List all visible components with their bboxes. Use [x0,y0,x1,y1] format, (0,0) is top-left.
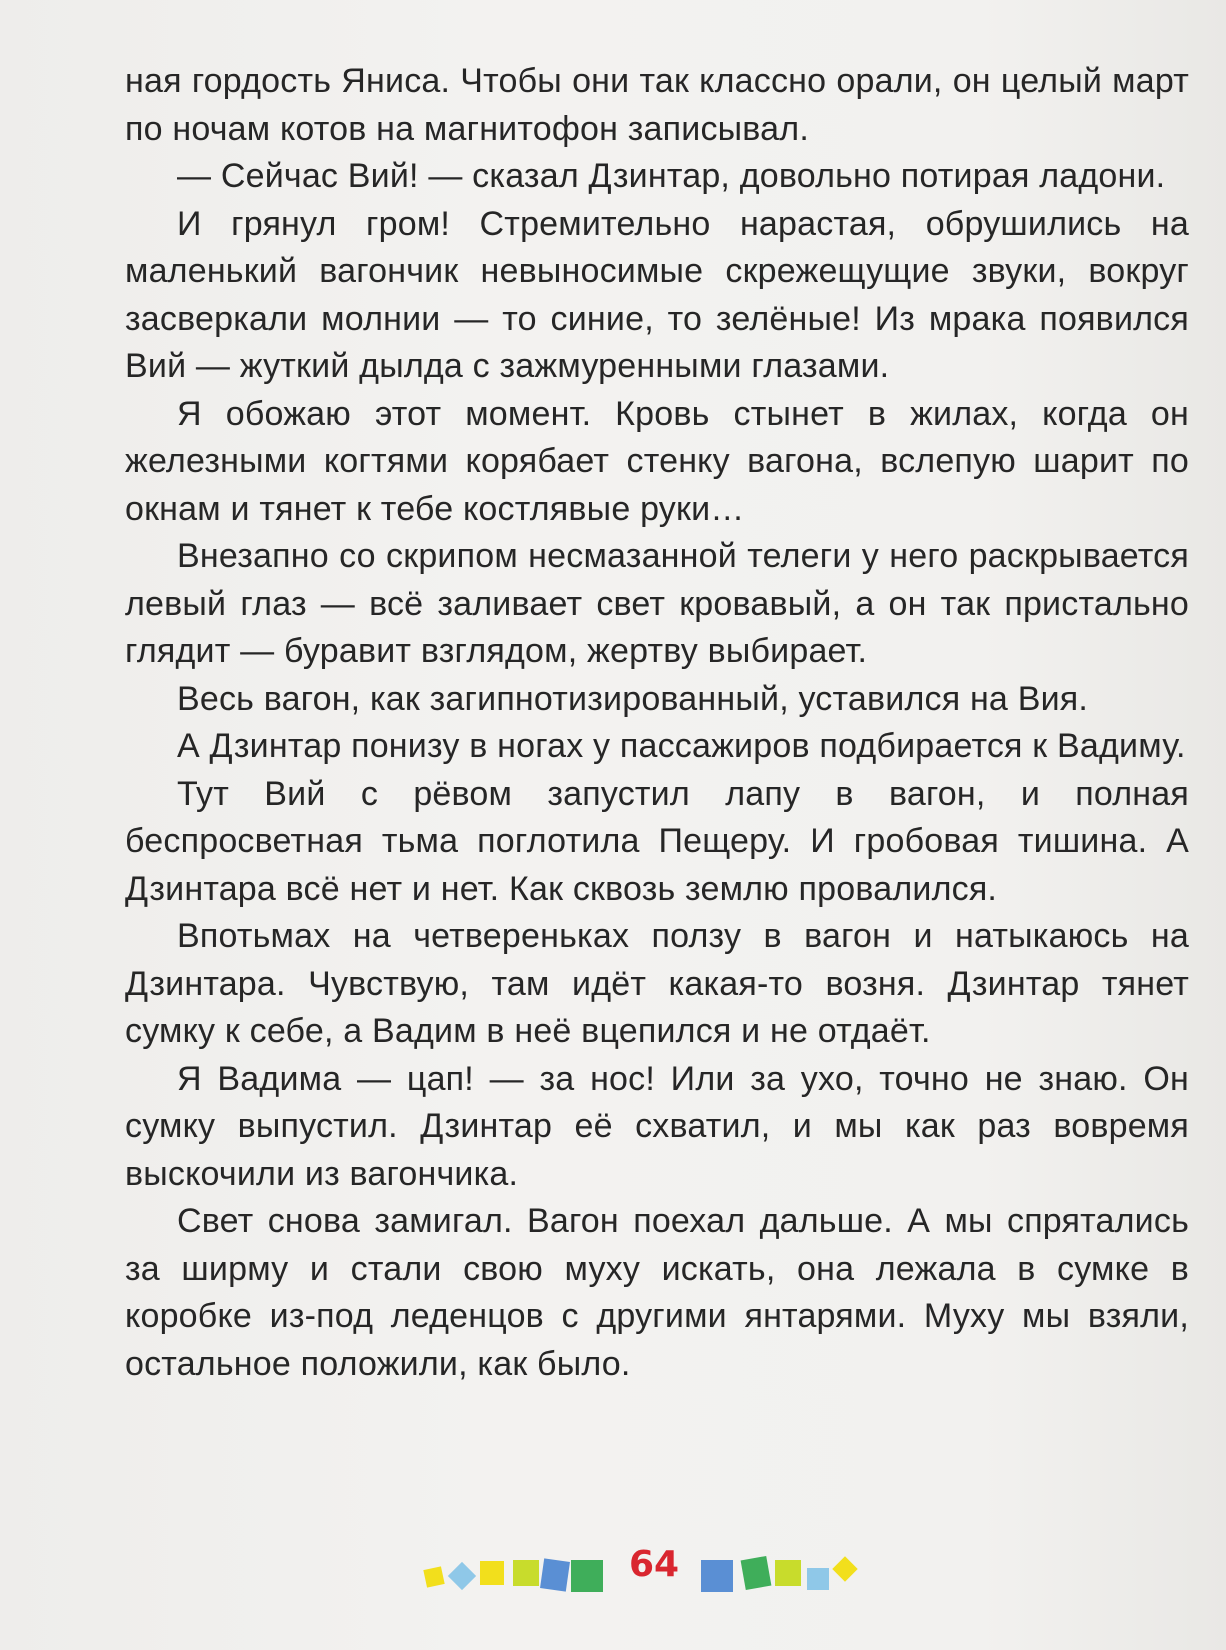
paragraph-3: И грянул гром! Стремительно нарастая, обрушились на маленький вагончик невыносимые скрежещущие звуки, вокруг засверкали молнии — то синие, то зелёные! Из мрака появился Вий — жуткий дылда с зажмуренными глазами. [125,204,1189,385]
paragraph-9: Впотьмах на четвереньках ползу в вагон и натыкаюсь на Дзинтара. Чувствую, там идёт какая-то возня. Дзинтар тянет сумку к себе, а Вадим в неё вцепился и не отдаёт. [125,917,1189,1050]
decor-square [741,1556,772,1590]
paragraph-10: Я Вадима — цап! — за нос! Или за ухо, точно не знаю. Он сумку выпустил. Дзинтар её схватил, и мы как раз вовремя выскочили из вагончика. [125,1059,1189,1193]
decor-square [571,1560,603,1592]
decor-square [832,1556,857,1581]
decor-square [807,1568,829,1590]
decor-square [423,1566,444,1587]
paragraph-6: Весь вагон, как загипнотизированный, уставился на Вия. [177,679,1089,718]
decor-square [513,1560,539,1586]
decor-square [540,1558,570,1591]
decor-square [775,1560,801,1586]
paragraph-7: А Дзинтар понизу в ногах у пассажиров подбирается к Вадиму. [177,727,1186,765]
paragraph-11: Свет снова замигал. Вагон поехал дальше. А мы спрятались за ширму и стали свою муху искать, она лежала в сумке в коробке из-под леденцов с другими янтарями. Муху мы взяли, остальное положили, как было. [125,1202,1189,1383]
page-number: 64 [628,1544,680,1585]
decor-square [448,1562,476,1590]
paragraph-2: — Сейчас Вий! — сказал Дзинтар, довольно потирая ладони. [177,157,1166,195]
decor-square [480,1561,504,1585]
paragraph-1: ная гордость Яниса. Чтобы они так классно орали, он целый март по ночам котов на магнитофон записывал. [125,62,1189,148]
footer-decoration [0,1538,1226,1608]
decor-square [701,1560,733,1592]
paragraph-4: Я обожаю этот момент. Кровь стынет в жилах, когда он железными когтями корябает стенку вагона, вслепую шарит по окнам и тянет к тебе костлявые руки… [125,394,1189,528]
page-text [125,58,1189,1388]
paragraph-8: Тут Вий с рёвом запустил лапу в вагон, и полная беспросветная тьма поглотила Пещеру. И гробовая тишина. А Дзинтара всё нет и нет. Как сквозь землю провалился. [125,774,1189,908]
paragraph-5: Внезапно со скрипом несмазанной телеги у него раскрывается левый глаз — всё заливает свет кровавый, а он так пристально глядит — буравит взглядом, жертву выбирает. [125,537,1189,670]
